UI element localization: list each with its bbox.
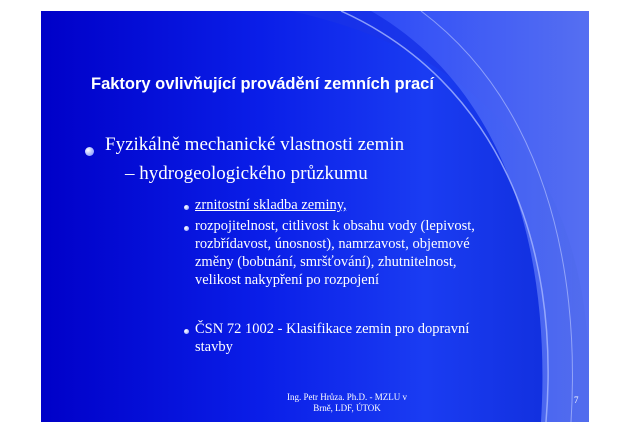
footer-line: Brně, LDF, ÚTOK: [313, 403, 381, 413]
level3-item-line: rozbřídavost, únosnost), namrzavost, objemové: [195, 236, 470, 252]
bullet-icon: [184, 329, 189, 334]
page-number: 7: [574, 395, 579, 405]
level3-item: zrnitostní skladba zeminy,: [195, 197, 347, 213]
level3-item-line: stavby: [195, 339, 233, 355]
level3-item-line: ČSN 72 1002 - Klasifikace zemin pro dopravní: [195, 321, 470, 337]
level1-item: Fyzikálně mechanické vlastnosti zemin: [105, 134, 405, 155]
level3-item-line: změny (bobtnání, smršťování), zhutnitelnost,: [195, 254, 457, 270]
level3-item-line: velikost nakypření po rozpojení: [195, 272, 380, 288]
slide-footer: [252, 392, 442, 414]
bullet-icon: [184, 226, 189, 231]
level2-text: hydrogeologického průzkumu: [139, 163, 368, 184]
bullet-icon: [184, 205, 189, 210]
level3-item-line: rozpojitelnost, citlivost k obsahu vody (lepivost,: [195, 218, 475, 234]
bullet-icon: [85, 147, 94, 156]
slide: [41, 11, 589, 422]
level2-item: – hydrogeologického průzkumu: [125, 163, 368, 184]
footer-line: Ing. Petr Hrůza. Ph.D. - MZLU v: [287, 392, 407, 402]
slide-title: Faktory ovlivňující provádění zemních prací: [91, 75, 434, 93]
